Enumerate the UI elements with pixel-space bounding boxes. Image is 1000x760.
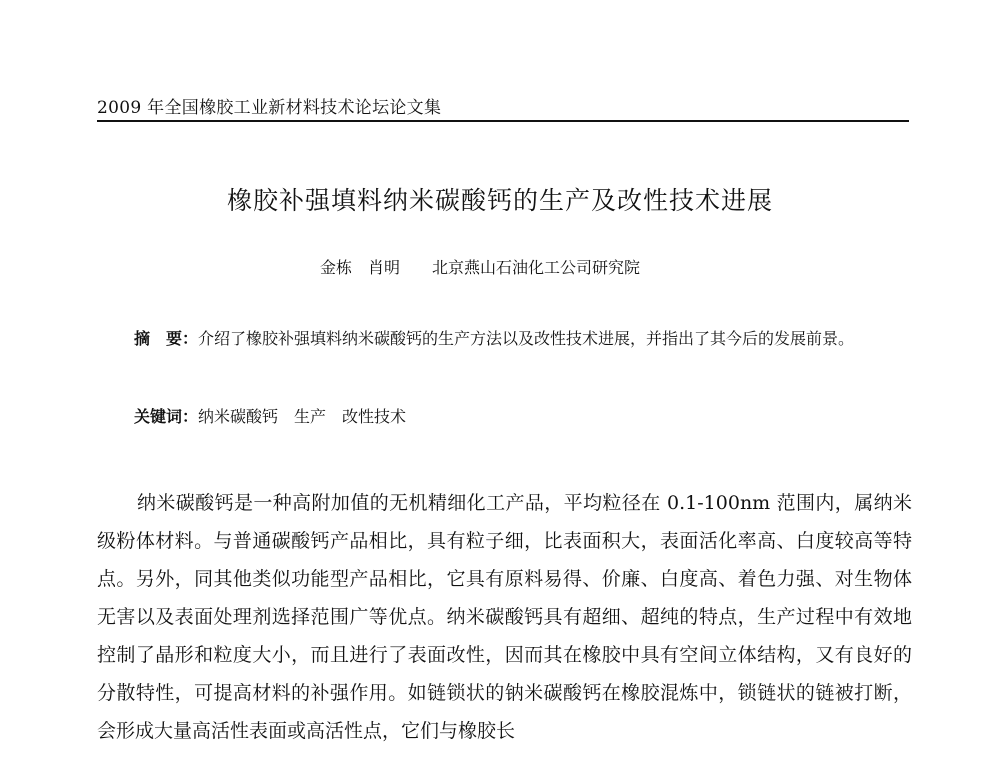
abstract-label: 摘 要：	[134, 329, 199, 348]
authors-affiliation: 金栋 肖明 北京燕山石油化工公司研究院	[320, 258, 641, 277]
header-rule	[97, 120, 909, 122]
keywords	[134, 404, 406, 427]
keywords-label: 关键词：	[134, 407, 199, 426]
keywords-text: 纳米碳酸钙 生产 改性技术	[198, 407, 407, 426]
paper-title: 橡胶补强填料纳米碳酸钙的生产及改性技术进展	[226, 186, 773, 215]
running-header: 2009 年全国橡胶工业新材料技术论坛论文集	[97, 98, 442, 118]
abstract-text: 介绍了橡胶补强填料纳米碳酸钙的生产方法以及改性技术进展，并指出了其今后的发展前景。	[198, 329, 855, 348]
abstract	[97, 320, 912, 357]
body-paragraph: 纳米碳酸钙是一种高附加值的无机精细化工产品，平均粒径在 0.1-100nm 范围内，属纳米级粉体材料。与普通碳酸钙产品相比，具有粒子细，比表面积大，表面活化率高、白度较高等特点。另外，同其他类似功能型产品相比，它具有原料易得、价廉、白度高、着色力强、对生物体无害以及表面处理剂选择范围广等优点。纳米碳酸钙具有超细、超纯的特点，生产过程中有效地控制了晶形和粒度大小，而且进行了表面改性，因而其在橡胶中具有空间立体结构，又有良好的分散特性，可提高材料的补强作用。如链锁状的钠米碳酸钙在橡胶混炼中，锁链状的链被打断，会形成大量高活性表面或高活性点，它们与橡胶长	[97, 492, 912, 742]
